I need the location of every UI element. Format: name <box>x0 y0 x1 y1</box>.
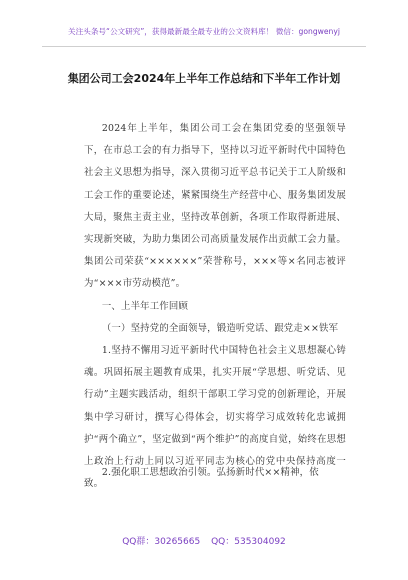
footer-contact <box>0 534 408 547</box>
document-body-bottom <box>84 462 346 484</box>
header-divider <box>42 46 366 47</box>
qq-group-label: QQ群：30265665 <box>122 537 201 547</box>
qq-number-label: QQ：535304092 <box>211 537 286 547</box>
header-banner: 关注头条号“公文研究”，获得最新最全最专业的公文资料库！ 微信：gongwenyj <box>68 27 340 36</box>
subsection-heading: （一）坚持党的全面领导，锻造听党话、跟党走××铁军 <box>101 322 339 334</box>
intro-paragraph: 2024年上半年，集团公司工会在集团党委的坚强领导下，在市总工会的有力指导下，坚持以习近平新时代中国特色社会主义思想为指导，深入贯彻习近平总书记关于工人阶级和工会工作的重要论述，紧紧围绕生产经营中心、服务集团发展大局，聚焦主责主业，坚持改革创新，各项工作取得新进展、实现新突破，为助力集团公司高质量发展作出贡献工会力量。集团公司荣获“××××××”荣誉称号，×××等×名同志被评为“×××市劳动模范”。 <box>84 123 346 290</box>
document-body-top <box>84 118 346 340</box>
item-paragraph-1: 1.坚持不懈用习近平新时代中国特色社会主义思想凝心铸魂。巩固拓展主题教育成果，扎实开展“学思想、听党话、见行动”主题实践活动，组织干部职工学习党的创新理论，开展集中学习研讨，撰写心得体会，切实将学习成效转化忠诚拥护“两个确立”，坚定做到“两个维护”的高度自觉，始终在思想上政治上行动上同以习近平同志为核心的党中央保持高度一致。 <box>84 345 346 490</box>
document-title: 集团公司工会2024年上半年工作总结和下半年工作计划 <box>67 72 341 85</box>
item-paragraph-2: 2.强化职工思想政治引领。弘扬新时代××精神，依 <box>101 467 319 478</box>
section-heading: 一、上半年工作回顾 <box>101 300 189 312</box>
